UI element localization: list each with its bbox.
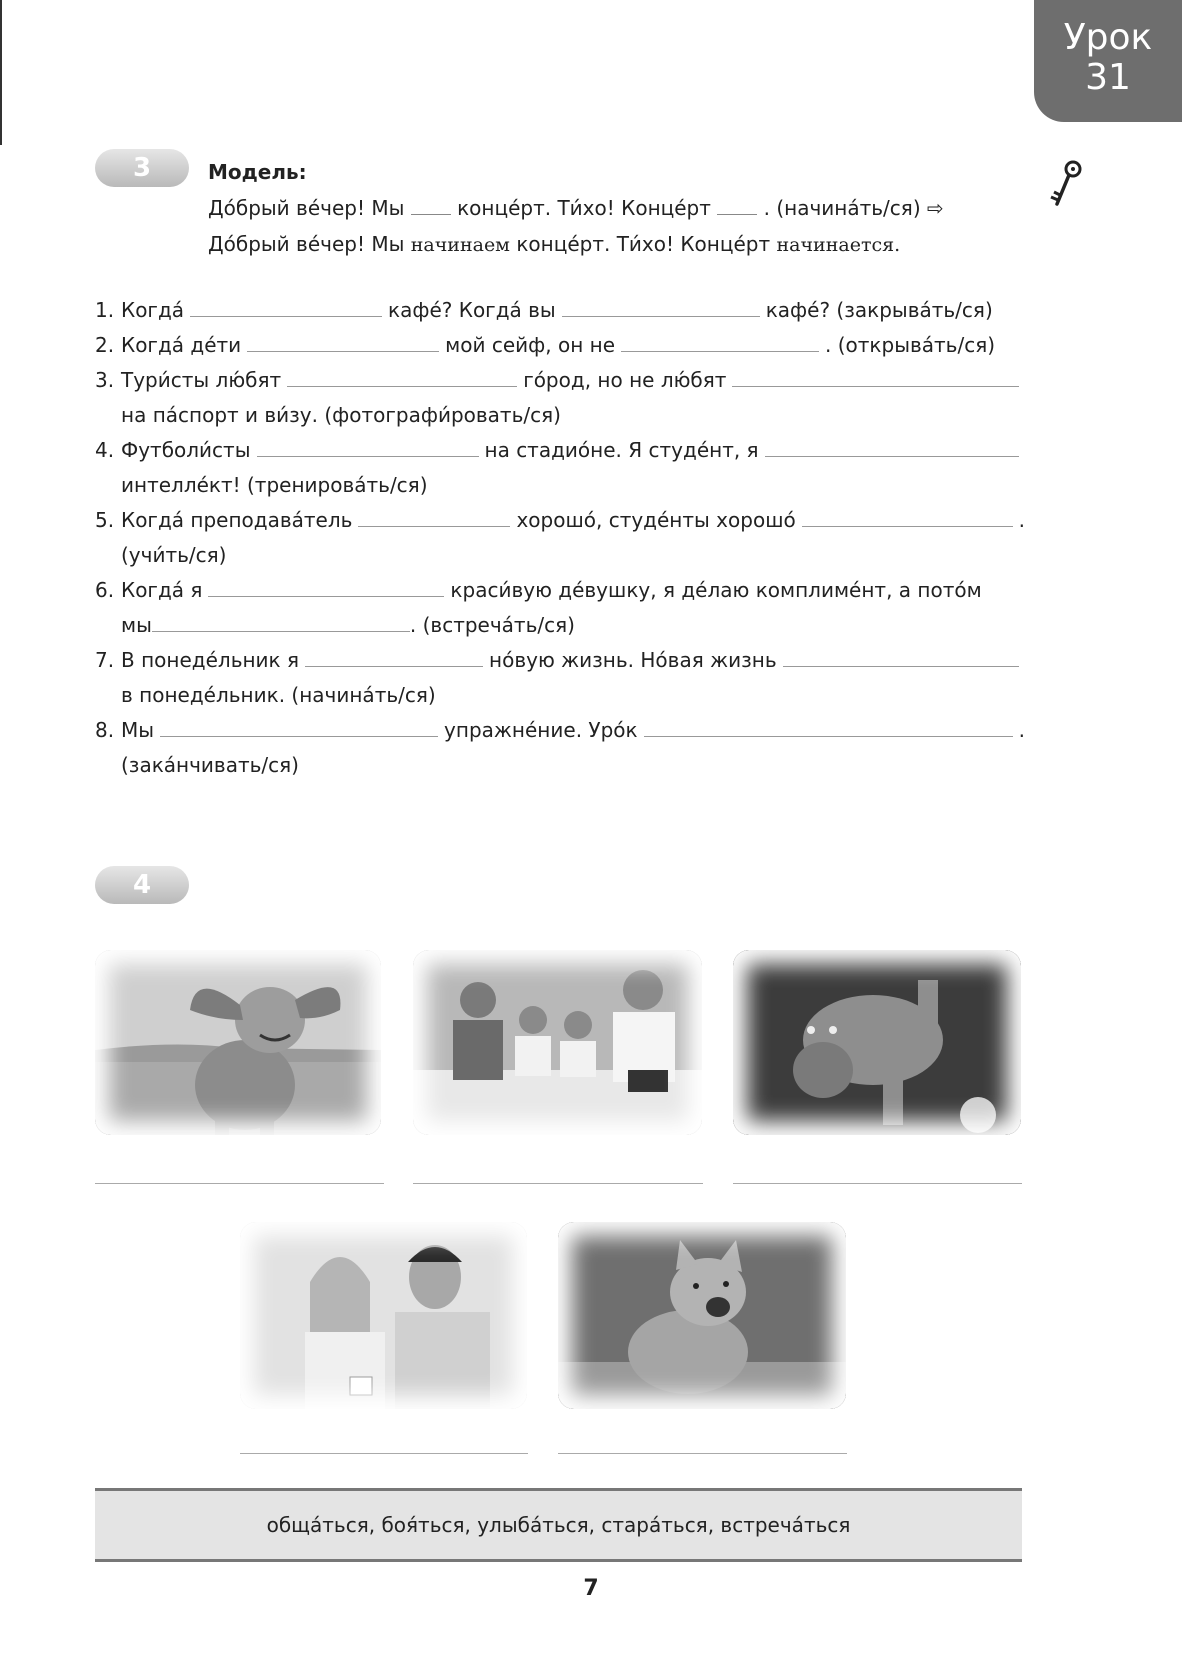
page-number: 7 bbox=[583, 1576, 599, 1601]
answer-blank[interactable] bbox=[257, 434, 479, 457]
model-task-part-1: До́брый ве́чер! Мы bbox=[208, 196, 405, 220]
item-text: кафе́? Когда́ вы bbox=[388, 298, 556, 322]
item-text: Когда́ преподава́тель bbox=[121, 508, 353, 532]
model-answer-part-2: конце́рт. Ти́хо! Конце́рт bbox=[516, 232, 771, 256]
exercise-item-5 bbox=[95, 503, 1025, 538]
key-icon bbox=[1045, 160, 1085, 210]
answer-blank[interactable] bbox=[732, 364, 1019, 387]
item-number: 1. bbox=[95, 298, 115, 322]
exercise-item-8 bbox=[95, 713, 1025, 748]
model-answer bbox=[208, 226, 1028, 263]
item-text: . (открыва́ть/ся) bbox=[825, 333, 996, 357]
answer-blank[interactable] bbox=[160, 714, 438, 737]
answer-line-photo-1[interactable] bbox=[95, 1183, 384, 1184]
item-text: . (встреча́ть/ся) bbox=[409, 613, 575, 637]
exercise-item-3 bbox=[95, 363, 1025, 398]
item-number: 8. bbox=[95, 718, 115, 742]
item-text: Мы bbox=[121, 718, 155, 742]
item-number: 4. bbox=[95, 438, 115, 462]
lesson-label: Урок bbox=[1063, 17, 1153, 58]
model-task-part-2: конце́рт. Ти́хо! Конце́рт bbox=[457, 196, 711, 220]
exercise-3-items bbox=[95, 293, 1025, 783]
lesson-number: 31 bbox=[1085, 57, 1131, 98]
lesson-tab bbox=[1034, 0, 1182, 122]
model-blank-2 bbox=[717, 194, 757, 215]
item-number: 5. bbox=[95, 508, 115, 532]
word-bank: обща́ться, боя́ться, улыба́ться, стара́ться, встреча́ться bbox=[95, 1488, 1022, 1562]
exercise-item-2 bbox=[95, 328, 1025, 363]
answer-blank[interactable] bbox=[783, 644, 1019, 667]
item-text: на стадио́не. Я студе́нт, я bbox=[484, 438, 759, 462]
answer-blank[interactable] bbox=[765, 434, 1019, 457]
answer-blank[interactable] bbox=[287, 364, 517, 387]
exercise-item-6 bbox=[95, 573, 1025, 608]
item-text: но́вую жизнь. Но́вая жизнь bbox=[489, 648, 777, 672]
item-text: Тури́сты лю́бят bbox=[121, 368, 282, 392]
answer-blank[interactable] bbox=[358, 504, 510, 527]
item-text: краси́вую де́вушку, я де́лаю комплиме́нт, а пото́м bbox=[450, 578, 982, 602]
exercise-item-7 bbox=[95, 643, 1025, 678]
item-text: упражне́ние. Уро́к bbox=[444, 718, 638, 742]
answer-blank[interactable] bbox=[562, 294, 760, 317]
item-text: . bbox=[1018, 718, 1025, 742]
item-text: Когда́ я bbox=[121, 578, 203, 602]
smiling-dog-photo bbox=[95, 950, 381, 1135]
item-text: В понеде́льник я bbox=[121, 648, 300, 672]
item-number: 3. bbox=[95, 368, 115, 392]
exercise-item-6-continued bbox=[95, 608, 1025, 643]
model-task bbox=[208, 190, 1028, 226]
item-text: Футболи́сты bbox=[121, 438, 251, 462]
answer-blank[interactable] bbox=[152, 609, 410, 632]
model-answer-word-1: начинаем bbox=[410, 234, 510, 256]
answer-line-photo-3[interactable] bbox=[733, 1183, 1022, 1184]
answer-blank[interactable] bbox=[644, 714, 1013, 737]
answer-line-photo-2[interactable] bbox=[413, 1183, 703, 1184]
exercise-item-8-continued: (зака́нчивать/ся) bbox=[121, 753, 299, 777]
answer-blank[interactable] bbox=[190, 294, 382, 317]
item-text: кафе́? (закрыва́ть/ся) bbox=[765, 298, 993, 322]
model-answer-part-1: До́брый ве́чер! Мы bbox=[208, 232, 405, 256]
exercise-item-3-continued: на па́спорт и ви́зу. (фотографи́ровать/ся) bbox=[121, 403, 561, 427]
item-number: 6. bbox=[95, 578, 115, 602]
item-text: хорошо́, студе́нты хорошо́ bbox=[516, 508, 796, 532]
model-title: Модель: bbox=[208, 160, 307, 184]
item-number: 7. bbox=[95, 648, 115, 672]
model-answer-word-2: начинается. bbox=[776, 234, 901, 256]
answer-blank[interactable] bbox=[247, 329, 439, 352]
answer-blank[interactable] bbox=[305, 644, 483, 667]
model-task-part-3: . (начина́ть/ся) ⇨ bbox=[763, 196, 944, 220]
exercise-4-badge: 4 bbox=[95, 866, 189, 904]
item-text: . bbox=[1018, 508, 1025, 532]
exercise-item-7-continued: в понеде́льник. (начина́ть/ся) bbox=[121, 683, 436, 707]
item-text: мы bbox=[121, 613, 152, 637]
model-blank-1 bbox=[411, 194, 451, 215]
exercise-3-badge: 3 bbox=[95, 149, 189, 187]
exercise-item-1 bbox=[95, 293, 1025, 328]
answer-blank[interactable] bbox=[208, 574, 444, 597]
item-number: 2. bbox=[95, 333, 115, 357]
model-block bbox=[208, 154, 1028, 263]
item-text: мой сейф, он не bbox=[445, 333, 616, 357]
margin-rule bbox=[0, 0, 2, 145]
circus-bear-photo bbox=[733, 950, 1021, 1135]
answer-blank[interactable] bbox=[802, 504, 1013, 527]
answer-blank[interactable] bbox=[621, 329, 819, 352]
answer-line-photo-5[interactable] bbox=[558, 1453, 847, 1454]
item-text: Когда́ де́ти bbox=[121, 333, 242, 357]
item-text: Когда́ bbox=[121, 298, 185, 322]
answer-line-photo-4[interactable] bbox=[240, 1453, 528, 1454]
exercise-item-5-continued: (учи́ть/ся) bbox=[121, 543, 227, 567]
family-with-gadgets-photo bbox=[413, 950, 702, 1135]
exercise-item-4 bbox=[95, 433, 1025, 468]
exercise-item-4-continued: интелле́кт! (тренирова́ть/ся) bbox=[121, 473, 428, 497]
meowing-kitten-photo bbox=[558, 1222, 846, 1409]
item-text: го́род, но не лю́бят bbox=[523, 368, 727, 392]
couple-talking-photo bbox=[240, 1222, 527, 1409]
